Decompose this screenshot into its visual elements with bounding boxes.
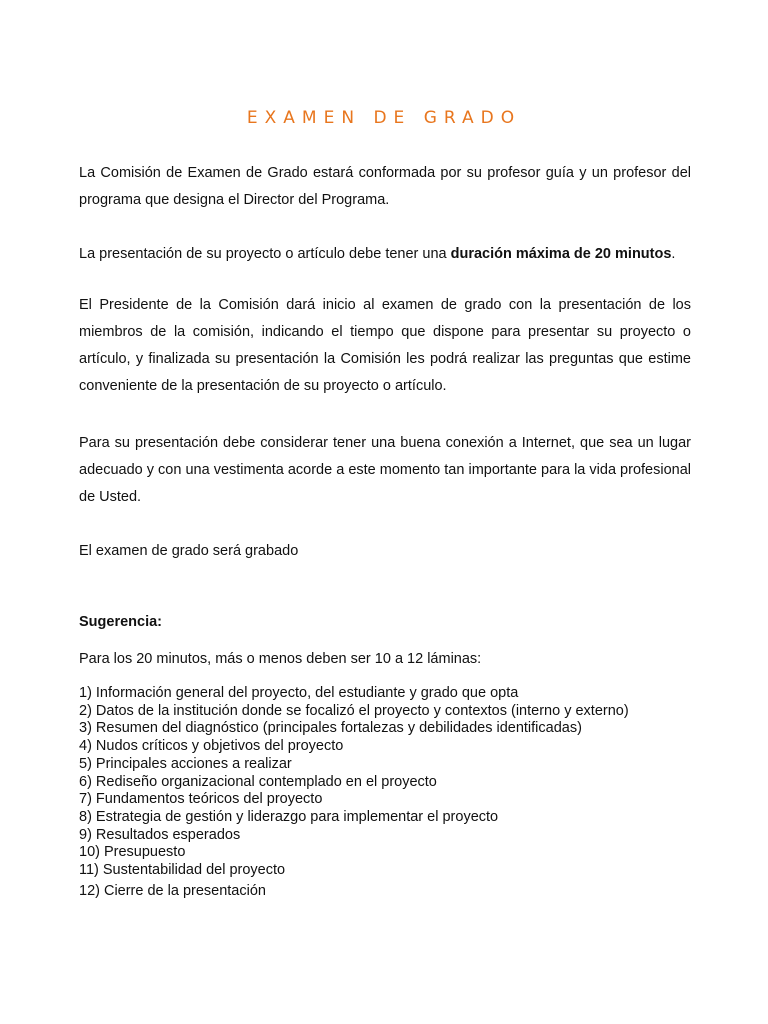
list-item xyxy=(79,827,699,845)
list-item xyxy=(79,720,699,738)
list-item xyxy=(79,685,699,703)
list-item-number: 4) xyxy=(79,738,92,755)
list-item-text: Nudos críticos y objetivos del proyecto xyxy=(95,738,344,755)
list-item xyxy=(79,774,699,792)
list-item xyxy=(79,862,699,880)
list-item-number: 10) xyxy=(79,844,100,861)
list-item xyxy=(79,703,699,721)
list-item-number: 2) xyxy=(79,702,92,719)
list-item-number: 3) xyxy=(79,720,92,737)
slide-list xyxy=(79,685,699,900)
list-item-number: 5) xyxy=(79,755,92,772)
list-item-number: 8) xyxy=(79,808,92,825)
list-item xyxy=(79,883,699,901)
list-item-number: 11) xyxy=(79,862,99,879)
list-item xyxy=(79,809,699,827)
list-item-text: Resultados esperados xyxy=(95,826,241,843)
paragraph-duration xyxy=(79,241,691,268)
suggestion-heading: Sugerencia: xyxy=(79,614,162,630)
list-item-text: Fundamentos teóricos del proyecto xyxy=(95,791,323,808)
list-item-text: Rediseño organizacional contemplado en el proyecto xyxy=(95,773,437,790)
list-item-text: Cierre de la presentación xyxy=(103,882,266,899)
list-item-text: Presupuesto xyxy=(103,844,186,861)
suggestion-intro: Para los 20 minutos, más o menos deben ser 10 a 12 láminas: xyxy=(79,651,482,667)
list-item-text: Datos de la institución donde se focalizó el proyecto y contextos (interno y externo) xyxy=(95,702,629,719)
paragraph-duration-text: La presentación de su proyecto o artículo debe tener una xyxy=(79,246,451,262)
paragraph-connection: Para su presentación debe considerar tener una buena conexión a Internet, que sea un lugar adecuado y con una vestimenta acorde a este momento tan importante para la vida profesional de Usted. xyxy=(79,435,691,505)
list-item-text: Resumen del diagnóstico (principales fortalezas y debilidades identificadas) xyxy=(95,720,582,737)
list-item xyxy=(79,791,699,809)
list-item-text: Sustentabilidad del proyecto xyxy=(102,862,286,879)
list-item-text: Estrategia de gestión y liderazgo para implementar el proyecto xyxy=(95,808,499,825)
duration-highlight: duración máxima de 20 minutos xyxy=(450,246,672,262)
list-item-text: Principales acciones a realizar xyxy=(95,755,292,772)
list-item-number: 6) xyxy=(79,773,92,790)
list-item-number: 12) xyxy=(79,882,100,899)
list-item-number: 1) xyxy=(79,685,92,701)
document-title: EXAMEN DE GRADO xyxy=(246,108,522,128)
paragraph-commission: La Comisión de Examen de Grado estará conformada por su profesor guía y un profesor del programa que designa el Director del Programa. xyxy=(79,165,691,208)
list-item-number: 7) xyxy=(79,791,92,808)
paragraph-president: El Presidente de la Comisión dará inicio al examen de grado con la presentación de los miembros de la comisión, indicando el tiempo que dispone para presentar su proyecto o artículo, y finalizada su presentación la Comisión les podrá realizar las preguntas que estime conveniente de la presentación de su proyecto o artículo. xyxy=(79,297,691,394)
paragraph-recording: El examen de grado será grabado xyxy=(79,543,299,559)
paragraph-duration-end: . xyxy=(671,246,676,262)
list-item xyxy=(79,738,699,756)
list-item xyxy=(79,756,699,774)
list-item xyxy=(79,844,699,862)
list-item-number: 9) xyxy=(79,826,92,843)
list-item-text: Información general del proyecto, del estudiante y grado que opta xyxy=(95,685,519,701)
